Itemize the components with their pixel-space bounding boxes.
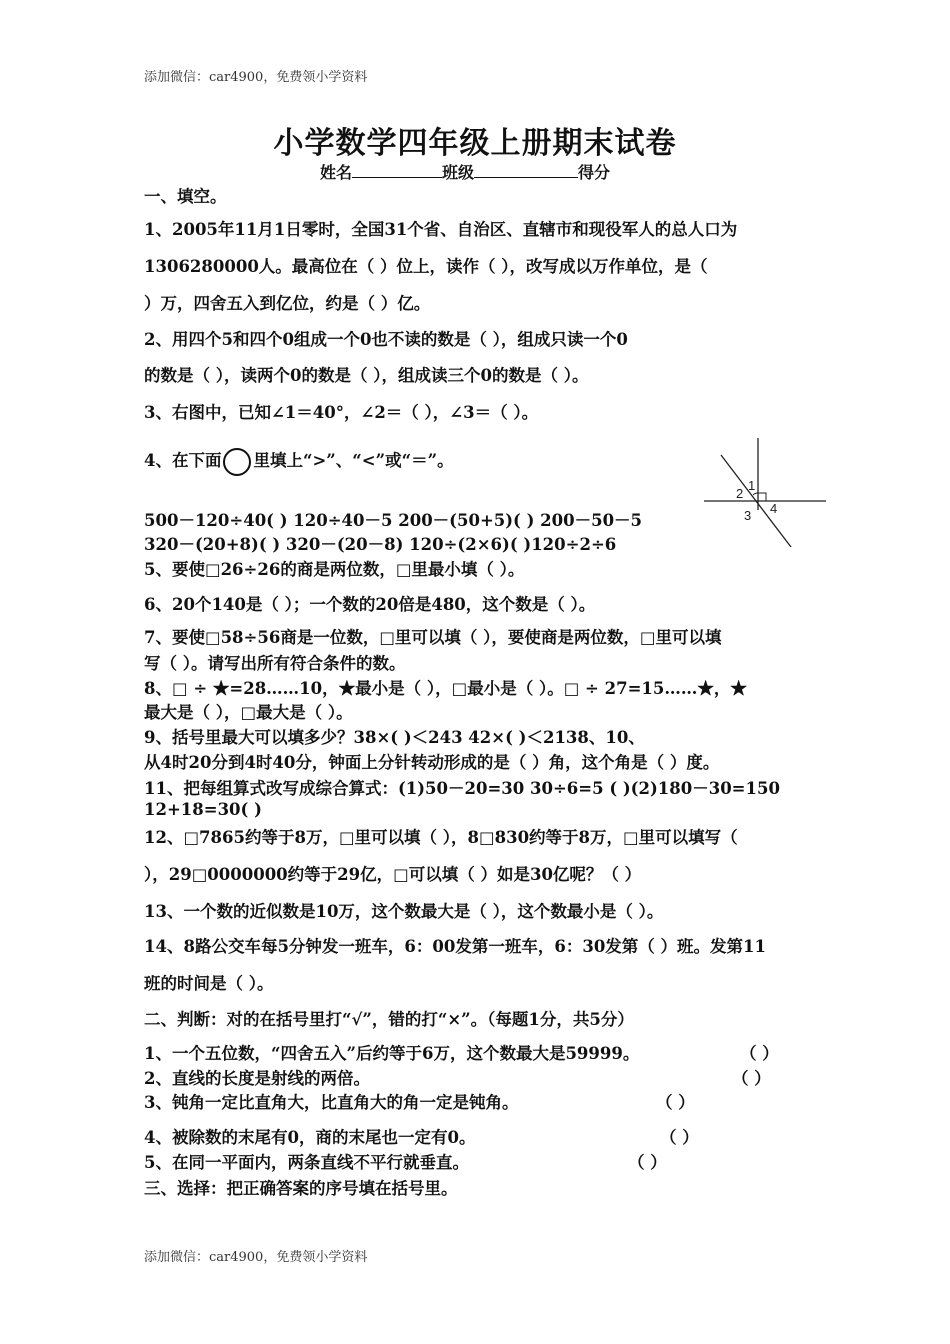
header-note: 添加微信：car4900，免费领小学资料 (144, 70, 368, 85)
angle-figure (700, 438, 830, 550)
judge-item-1-text: 1、一个五位数，“四舍五入”后约等于6万，这个数最大是59999。 (144, 1044, 640, 1063)
q2-line1: 2、用四个5和四个0组成一个0也不读的数是（ ），组成只读一个0 (144, 330, 628, 349)
judge-item-5-paren: （ ） (628, 1153, 667, 1172)
section2-heading: 二、判断：对的在括号里打“√”，错的打“×”。（每题1分，共5分） (144, 1010, 634, 1029)
section1-heading: 一、填空。 (144, 187, 227, 206)
score-label: 得分 (578, 163, 611, 182)
circle-icon (223, 448, 251, 476)
judge-item-3-paren: （ ） (656, 1093, 695, 1112)
page-title: 小学数学四年级上册期末试卷 (273, 126, 677, 161)
judge-item-4-text: 4、被除数的末尾有0，商的末尾也一定有0。 (144, 1128, 476, 1147)
angle-label-4: 4 (770, 501, 778, 516)
judge-item-2-text: 2、直线的长度是射线的两倍。 (144, 1069, 370, 1088)
q2-line2: 的数是（ ），读两个0的数是（ ），组成读三个0的数是（ ）。 (144, 366, 589, 385)
q14-line2: 班的时间是（ ）。 (144, 974, 274, 993)
q5-line: 5、要使□26÷26的商是两位数，□里最小填（ ）。 (144, 560, 525, 579)
q13-line: 13、一个数的近似数是10万，这个数最大是（ ），这个数最小是（ ）。 (144, 902, 664, 921)
q12-line1: 12、□7865约等于8万，□里可以填（ ），8□830约等于8万，□里可以填写（ (144, 828, 738, 847)
student-info-line (320, 160, 610, 183)
q10-line: 从4时20分到4时40分，钟面上分针转动形成的是（ ）角，这个角是（ ）度。 (144, 753, 720, 772)
q9-line: 9、括号里最大可以填多少？38×( )＜243 42×( )＜2138、10、 (144, 728, 645, 747)
q4-prefix: 4、在下面 (144, 451, 222, 470)
q1-line1: 1、2005年11月1日零时，全国31个省、自治区、直辖市和现役军人的总人口为 (144, 220, 738, 239)
judge-item-1 (144, 1040, 639, 1064)
q4-line (144, 447, 454, 476)
name-blank (352, 163, 442, 178)
angle-arc (753, 493, 758, 495)
q8-line2: 最大是（ ），□最大是（ ）。 (144, 703, 353, 722)
q12-line2: ），29□0000000约等于29亿，□可以填（ ）如是30亿呢？（ ） (144, 865, 642, 884)
judge-item-4-paren: （ ） (660, 1128, 699, 1147)
section3-heading: 三、选择：把正确答案的序号填在括号里。 (144, 1179, 458, 1198)
q4-expr-row2: 320－(20+8)( ) 320－(20－8) 120÷(2×6)( )120÷2÷6 (144, 535, 617, 554)
name-label: 姓名 (320, 163, 353, 182)
q7-line1: 7、要使□58÷56商是一位数，□里可以填（ ），要使商是两位数，□里可以填 (144, 628, 722, 647)
judge-item-2-paren: （ ） (732, 1069, 771, 1088)
q1-line3: ）万，四舍五入到亿位，约是（ ）亿。 (144, 294, 431, 313)
angle-label-3: 3 (744, 508, 752, 523)
judge-item-5-text: 5、在同一平面内，两条直线不平行就垂直。 (144, 1153, 469, 1172)
q6-line: 6、20个140是（ ）；一个数的20倍是480，这个数是（ ）。 (144, 595, 596, 614)
footer-note: 添加微信：car4900，免费领小学资料 (144, 1250, 368, 1265)
judge-item-3-text: 3、钝角一定比直角大，比直角大的角一定是钝角。 (144, 1093, 519, 1112)
q7-line2: 写（ ）。请写出所有符合条件的数。 (144, 654, 406, 673)
q4-suffix: 里填上“>”、“<”或“＝”。 (253, 451, 454, 470)
q11-line1: 11、把每组算式改写成综合算式：(1)50－20=30 30÷6=5 ( )(2)180－30=150 (144, 779, 780, 798)
right-angle-mark (758, 493, 766, 501)
q3-line: 3、右图中，已知∠1＝40°，∠2＝（ ），∠3＝（ ）。 (144, 403, 539, 422)
q8-line1: 8、□ ÷ ★=28……10，★最小是（ ），□最小是（ ）。□ ÷ 27=15……★，★ (144, 679, 747, 698)
angle-label-1: 1 (748, 478, 756, 493)
judge-item-1-paren: （ ） (740, 1044, 779, 1063)
angle-label-2: 2 (736, 486, 744, 501)
q14-line1: 14、8路公交车每5分钟发一班车，6：00发第一班车，6：30发第（ ）班。发第11 (144, 937, 767, 956)
class-label: 班级 (442, 163, 475, 182)
q4-expr-row1: 500－120÷40( ) 120÷40－5 200－(50+5)( ) 200－50－5 (144, 511, 643, 530)
class-blank (474, 163, 578, 178)
q1-line2: 1306280000人。最高位在（ ）位上，读作（ ），改写成以万作单位，是（ (144, 257, 708, 276)
q11-line2: 12+18=30( ) (144, 800, 262, 819)
